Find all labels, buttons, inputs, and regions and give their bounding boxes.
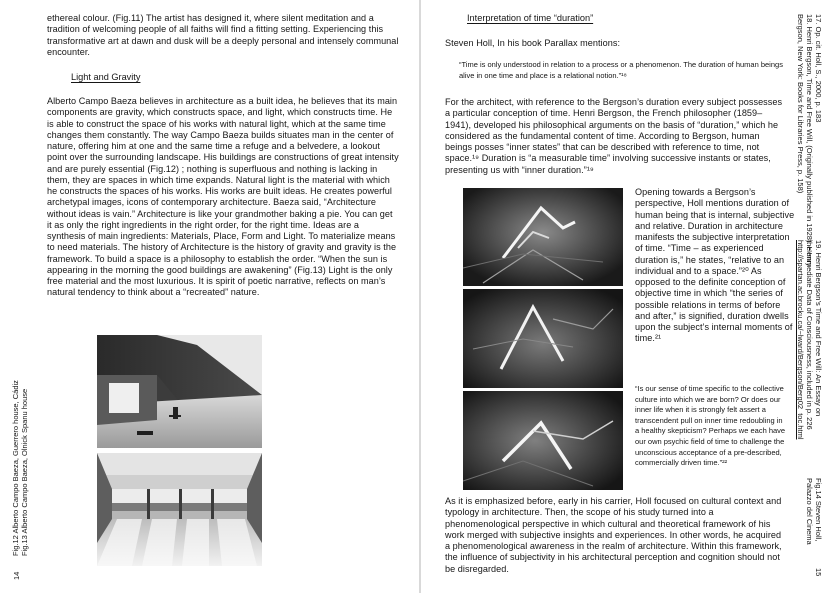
fig14-photo-1 xyxy=(463,188,623,286)
caption-fig14-line2: Palazzo del Cinema xyxy=(804,478,814,545)
quote-parallax: “Time is only understood in relation to a process or a phenomenon. The duration of human beings alive in one time and place is a relational notion.”¹⁸ xyxy=(459,60,783,80)
footnote-19-line2: the Immediate Data of Consciousness, included in p. 226 xyxy=(804,240,814,430)
section-heading-light-gravity: Light and Gravity xyxy=(71,72,141,82)
caption-fig13: Fig.13 Alberto Campo Baeza, Olnick Spanu house xyxy=(20,388,30,556)
fig13-photo xyxy=(97,453,262,566)
right-page xyxy=(421,0,840,593)
page-number-left: 14 xyxy=(12,571,21,580)
footnote-19 xyxy=(796,240,823,439)
caption-fig12: Fig.12 Alberto Campo Baeza, Guerrero house, Cádiz xyxy=(11,380,20,556)
intro-paragraph: ethereal colour. (Fig.11) The artist has designed it, where silent meditation and a tradition of welcoming people of all faiths will find a fitting setting. Experiencing this transformative art at dawn and dusk will be a deeply personal and intensely communal encounter. xyxy=(47,13,399,57)
paragraph-phenomenology: As it is emphasized before, early in his carrier, Holl focused on cultural context and typology in architecture. Then, the scope of his study turned into a phenomenological perspective in which cultural and theoretical framework of his work merged with subjective insights and experiences. In other words, he acquired a phenomenological awareness in the realm of architecture. Within this framework, the influence of subjectivity in his architectural perception and cognition should not be disregarded. xyxy=(445,496,782,574)
footnote-18-line1: 18. Henri Bergson, Time and Free Will, (Originally published in 1928). Henry xyxy=(804,14,814,267)
caption-fig14-line1: Fig.14 Steven Holl, xyxy=(814,478,823,542)
intro-line: Steven Holl, In his book Parallax mentions: xyxy=(445,38,621,48)
fig14-caption xyxy=(805,478,823,545)
paragraph-bergson: For the architect, with reference to the Bergson’s duration every subject possesses a particular conception of time. Henri Bergson, the French philosopher (1859–1941), developed his philosophical arguments on the basis of “duration,” which he considered as the fundamental content of time. According to Bergson, human beings posses “inner states” that can be described with reference to time, not space.¹⁹ Duration is “a measurable time” involving successive instants or states, presenting us with “inner duration.”¹⁹ xyxy=(445,97,783,175)
section-heading-duration: Interpretation of time “duration” xyxy=(467,13,594,23)
fig14-photo-2 xyxy=(463,289,623,388)
page-number-right: 15 xyxy=(814,568,823,577)
fig14-photo-3 xyxy=(463,391,623,490)
footnote-18-line2: Bergson, New York: Books for Libraries Press, p. 158) xyxy=(795,14,805,194)
footnote-19-link[interactable]: http://spartan.ac.brocku.ca/~lward/Bergson/Berg02_toc.html xyxy=(795,240,805,440)
left-page xyxy=(0,0,419,593)
fig12-photo xyxy=(97,335,262,448)
footnotes-17-18 xyxy=(796,14,823,267)
footnote-17: 17. Op. cit. Holl, S., 2000, p. 183 xyxy=(814,14,823,123)
paragraph-holl-duration: Opening towards a Bergson’s perspective, Holl mentions duration of human being that is internal, subjective and relative. Duration in architecture manifests the subjective interpretation of time. “Time – as experienced duration is,” he states, “relative to an individual and to a space.”²⁰ As opposed to the definite conception of objective time in which “the series of possible relations in terms of before and after,” is signified, duration dwells upon the subject’s internal moments of time.²¹ xyxy=(635,187,795,344)
fig12-13-captions xyxy=(11,380,29,556)
body-paragraph: Alberto Campo Baeza believes in architecture as a built idea, he believes that its main components are gravity, which constructs space, and light, which constructs time. He is able to construct the space of his works with natural light, which at the same time changes them constantly. The way Campo Baeza builds situates man in the center of nature, offering him at one and the same time a refuge and a belvedere, a lookout point over the surrounding landscape. His buildings are constructions of great intensity and are purely essential (Fig.12) ; nothing is superfluous and nothing is lacking in them, they are spaces in which time expands. Natural light is the material with which he constructs the spaces of his works. His works are built ideas. He creates powerful archetypal images, icons of contemporary architecture. Baeza said, “Architecture without ideas is vain.” Architecture is like your grandmother baking a pie. You can get it as only the right ingredients in the right order, for the right time. Ideas are a synthesis of main ingredients: Materials, Place, Form and Light. To materialize means to need materials. The history of Architecture is the history of gravity and gravity is the framework. To build a space is a philosophy to establish the order. “When the sun is appearing in the morning the good buildings are awakening” (Fig.13) Light is the only free material and the most luxurious. It is spirit of poetic narrative, reflects on man’s natural tendency to think about a “recreated” nature. xyxy=(47,96,399,298)
quote-sense-of-time: “Is our sense of time specific to the collective culture into which we are born? Or does our inner life when it is strongly felt assert a transcendent pull on inner time redoubling in a healthy skepticism? Perhaps we each have our own psychic field of time to challenge the unconscious acceptance of a pre-described, commercially driven time.”²² xyxy=(635,384,786,468)
footnote-19-line1: 19. Henri Bergson’s Time and Free Will: An Essay on xyxy=(814,240,823,417)
